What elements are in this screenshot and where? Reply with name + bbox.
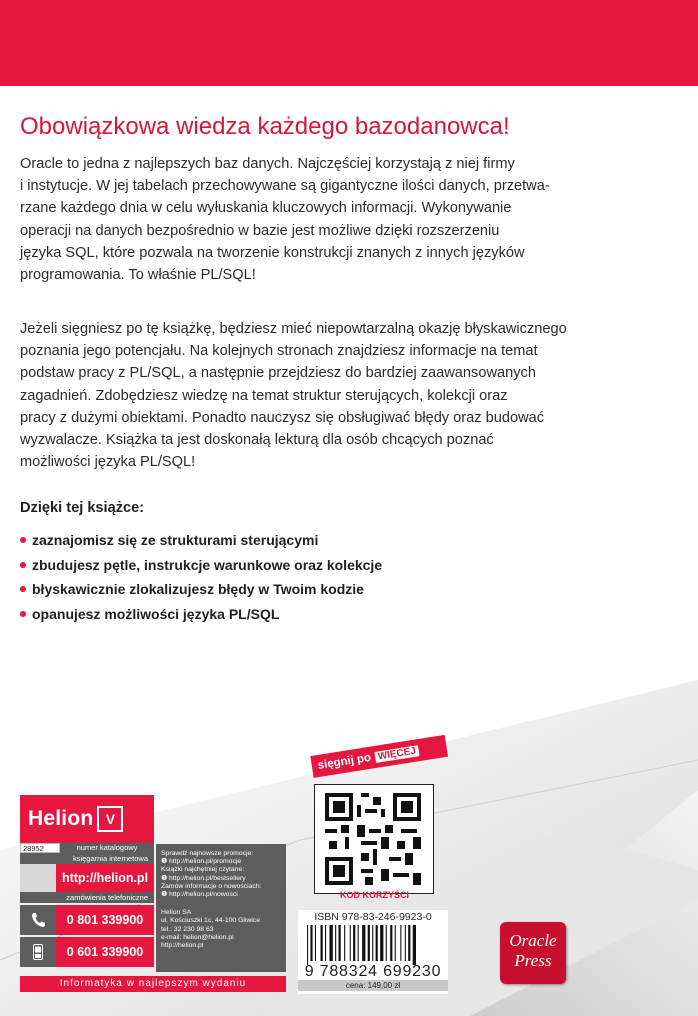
isbn-barcode-box xyxy=(298,910,448,994)
barcode-icon xyxy=(303,925,443,965)
text-line: wyzwalacze. Książka ta jest doskonałą lekturą dla osób chcących poznać xyxy=(20,432,494,449)
phone-number-2[interactable]: 0 601 339900 xyxy=(56,937,154,967)
logo-text: Helion xyxy=(28,807,94,830)
benefit-text: zbudujesz pętle, instrukcje warunkowe oraz kolekcje xyxy=(32,556,383,573)
description-paragraph-2 xyxy=(20,318,670,473)
text-line: zagadnień. Zdobędziesz wiedzę na temat struktur sterujących, kolekcji oraz xyxy=(20,387,508,404)
catalog-row xyxy=(20,843,154,853)
bookstore-label: księgarnia internetowa xyxy=(20,853,154,864)
promo-line: ❶ http://helion.pl/bestsellery xyxy=(161,874,246,882)
ean-number: 9 788324 699230 xyxy=(304,963,442,980)
catalog-number: 28952 xyxy=(20,843,60,853)
headline: Obowiązkowa wiedza każdego bazodanowca! xyxy=(20,113,510,140)
phone-orders-label: zamówienia telefoniczne xyxy=(20,892,154,903)
address-line: tel.: 32 230 98 63 xyxy=(161,925,214,933)
url-row xyxy=(20,864,154,892)
helion-publisher-block xyxy=(20,795,154,967)
list-item xyxy=(20,604,382,629)
helion-v-icon: V xyxy=(97,806,123,832)
text-line: języka SQL, które pozwala na tworzenie konstrukcji znanych z innych języków xyxy=(20,244,525,261)
qr-code-icon xyxy=(325,793,421,885)
helion-url-link[interactable]: http://helion.pl xyxy=(56,864,154,892)
description-paragraph-1 xyxy=(20,153,670,286)
phone-row-2 xyxy=(20,937,154,967)
text-line: Oracle to jedna z najlepszych baz danych. Najczęściej korzystają z niej firmy xyxy=(20,156,515,172)
oracle-press-logo xyxy=(500,922,566,984)
sign-text: sięgnij po xyxy=(316,751,372,772)
bullet-icon xyxy=(20,586,26,592)
text-line: poznania jego potencjału. Na kolejnych stronach znajdziesz informacje na temat xyxy=(20,343,538,360)
benefits-list xyxy=(20,530,382,628)
address-line: ul. Kościuszki 1c, 44-100 Gliwice xyxy=(161,917,260,925)
list-item xyxy=(20,555,382,580)
benefit-text: zaznajomisz się ze strukturami sterującymi xyxy=(32,532,319,548)
bullet-icon xyxy=(20,562,26,568)
phone-icon xyxy=(20,905,56,935)
list-item xyxy=(20,579,382,604)
text-line: Jeżeli sięgniesz po tę książkę, będziesz mieć niepowtarzalną okazję błyskawicznego xyxy=(20,321,567,337)
list-item xyxy=(20,530,382,555)
promo-line: Zamów informacje o nowościach: xyxy=(161,882,262,890)
benefit-text: błyskawicznie zlokalizujesz błędy w Twoim kodzie xyxy=(32,581,364,597)
text-line: możliwości języka PL/SQL! xyxy=(20,454,196,471)
bullet-icon xyxy=(20,537,26,543)
catalog-label: numer katalogowy xyxy=(60,843,154,853)
mobile-phone-icon xyxy=(20,937,56,967)
address-line: Helion SA xyxy=(161,909,192,917)
benefits-heading: Dzięki tej książce: xyxy=(20,500,145,516)
helion-logo xyxy=(20,795,154,843)
qr-code[interactable] xyxy=(314,784,434,894)
promo-line: ❶ http://helion.pl/nowosci xyxy=(161,891,238,899)
promo-line: ❶ http://helion.pl/promocje xyxy=(161,858,242,866)
address-line: http://helion.pl xyxy=(161,942,204,950)
promo-info-box xyxy=(156,844,286,972)
address-line: e-mail: helion@helion.pl xyxy=(161,933,234,941)
price-label: cena: 149,00 zł xyxy=(298,980,448,991)
isbn-number: ISBN 978-83-246-9923-0 xyxy=(314,911,432,923)
benefit-text: opanujesz możliwości języka PL/SQL xyxy=(32,605,280,622)
text-line: programowania. To właśnie PL/SQL! xyxy=(20,267,256,284)
bullet-icon xyxy=(20,611,26,617)
text-line: pracy z dużymi obiektami. Ponadto nauczysz się obsługiwać błędy oraz budować xyxy=(20,409,545,426)
text-line: operacji na danych bezpośrednio w bazie jest możliwe dzięki rozszerzeniu xyxy=(20,222,500,239)
sign-more: WIĘCEJ xyxy=(374,745,420,763)
promo-line: Książki najchętniej czytane: xyxy=(161,866,245,874)
phone-number-1[interactable]: 0 801 339900 xyxy=(56,905,154,935)
text-line: i instytucje. W jej tabelach przechowywane są gigantyczne ilości danych, przetwa- xyxy=(20,178,550,195)
text-line: rzane każdego dnia w celu wyłuskania kluczowych informacji. Wykonywanie xyxy=(20,200,512,217)
separator xyxy=(161,899,281,909)
publisher-motto: Informatyka w najlepszym wydaniu xyxy=(20,976,286,992)
spacer xyxy=(20,864,56,892)
benefit-code-label: KOD KORZYŚCI xyxy=(340,890,410,900)
qr-benefit-card xyxy=(300,745,450,910)
text-line: podstaw pracy z PL/SQL, a następnie przejdziesz do bardziej zaawansowanych xyxy=(20,365,536,382)
top-red-band xyxy=(0,0,698,86)
promo-line: Sprawdź najnowsze promocje: xyxy=(161,850,254,857)
phone-row-1 xyxy=(20,905,154,935)
oracle-press-word: Oracle xyxy=(509,931,557,950)
oracle-press-word: Press xyxy=(514,951,552,970)
